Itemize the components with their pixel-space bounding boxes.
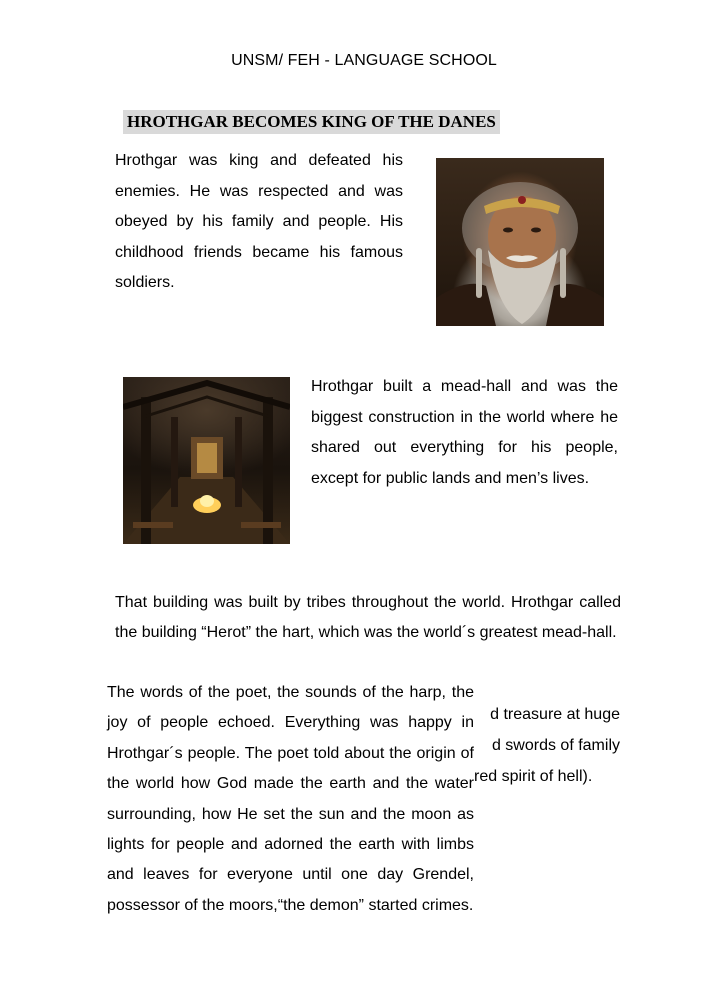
paragraph-grendel: The words of the poet, the sounds of the harp, the joy of people echoed. Everything was happy in Hrothgar´s people. The poet told about the origin of the world how God made the earth and the water surrounding, how He set the sun and the moon as lights for people and adorned the earth with limbs and leaves for everyone until one day Grendel, possessor of the moors,“the demon” started crimes. (107, 684, 474, 914)
overflow-line-1: d treasure at huge (490, 706, 620, 723)
paragraph-herot: That building was built by tribes throughout the world. Hrothgar called the building “Herot” the hart, which was the world´s greatest mead-hall. (115, 594, 621, 641)
document-header: UNSM/ FEH - LANGUAGE SCHOOL (231, 52, 497, 69)
paragraph-mead-hall: Hrothgar built a mead-hall and was the biggest construction in the world where he shared out everything for his people, except for public lands and men’s lives. (311, 378, 618, 487)
hrothgar-portrait-image (436, 158, 604, 326)
overflow-line-3: red spirit of hell). (474, 768, 593, 785)
mead-hall-image (123, 377, 290, 544)
paragraph-king: Hrothgar was king and defeated his enemies. He was respected and was obeyed by his family and people. His childhood friends became his famous soldiers. (115, 152, 403, 291)
document-title: HROTHGAR BECOMES KING OF THE DANES (123, 110, 500, 134)
overflow-line-2: d swords of family (491, 737, 620, 754)
